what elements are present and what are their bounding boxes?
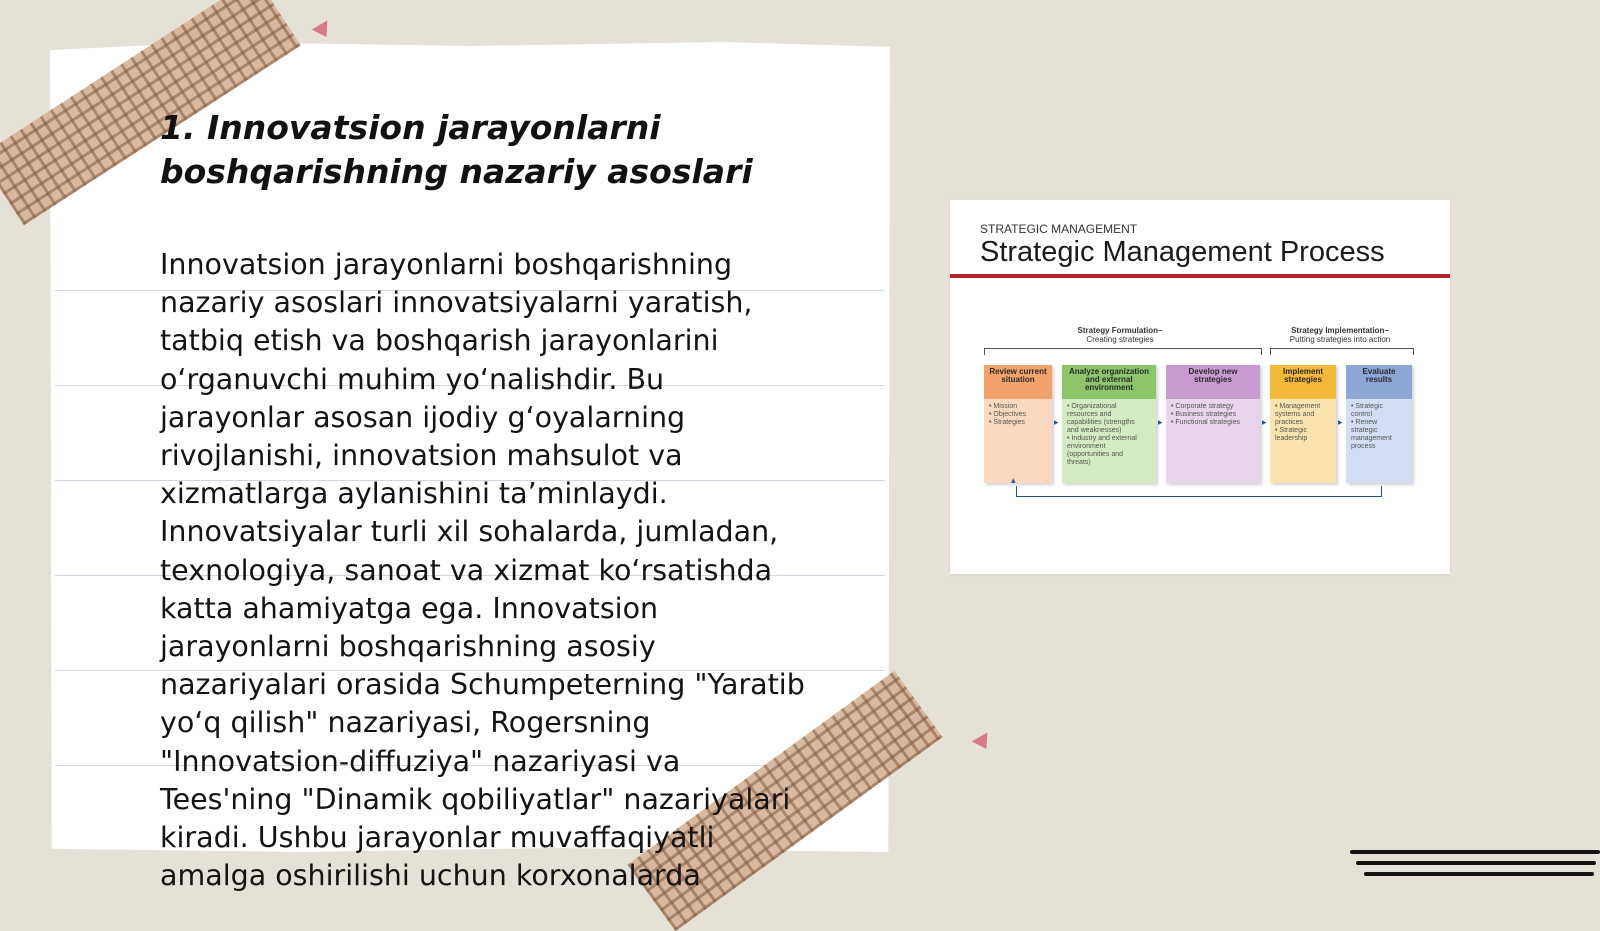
step-analyze-organization [1062, 365, 1156, 483]
body-text-line: katta ahamiyatga ega. Innovatsion [160, 591, 659, 625]
body-text-line: rivojlanishi, innovatsion mahsulot va [160, 439, 683, 473]
step-bullet: strategic [1351, 427, 1378, 434]
step-bullets [1270, 399, 1336, 447]
arrow-up-icon: ▴ [1011, 476, 1016, 486]
step-bullet: management [1351, 435, 1392, 442]
slide-title-line: boshqarishning nazariy asoslari [160, 152, 753, 191]
step-review-current-situation [984, 365, 1052, 483]
step-bullet: (opportunities and [1067, 451, 1124, 458]
step-label: Develop new strategies [1166, 365, 1260, 399]
body-text-line: xizmatlarga aylanishini ta’minlaydi. [160, 477, 668, 511]
body-text-line: amalga oshirilishi uchun korxonalarda [160, 859, 701, 893]
step-bullet: process [1351, 443, 1376, 450]
body-text-line: jarayonlar asosan ijodiy g‘oyalarning [160, 400, 686, 434]
step-bullet: • Strategies [989, 419, 1025, 426]
group-implementation-title: Strategy Implementation– [1291, 326, 1389, 335]
step-label: Implement strategies [1270, 365, 1336, 399]
body-text-line: jarayonlarni boshqarishning asosiy [160, 630, 656, 664]
body-text-line: Innovatsion jarayonlarni boshqarishning [160, 248, 733, 281]
step-bullet: • Management [1275, 403, 1321, 410]
step-bullets [1346, 399, 1412, 455]
step-bullet: • Functional strategies [1171, 419, 1240, 426]
arrow-right-icon: ▸ [1262, 418, 1267, 428]
step-bullet: • Organizational [1067, 403, 1117, 410]
strategic-management-figure [950, 200, 1450, 574]
step-bullet: control [1351, 411, 1373, 418]
slide-body-text [160, 246, 850, 895]
step-implement-strategies [1270, 365, 1336, 483]
slide-title [160, 106, 800, 194]
body-text-line: "Innovatsion-diffuziya" nazariyasi va [160, 744, 681, 778]
pin-icon [312, 20, 335, 41]
body-text-line: nazariyalari orasida Schumpeterning "Yaratib [160, 668, 805, 702]
step-bullet: practices [1275, 419, 1304, 426]
step-bullets [984, 399, 1052, 431]
step-bullet: • Corporate strategy [1171, 403, 1234, 410]
step-bullets [1166, 399, 1260, 431]
step-label: Evaluate results [1346, 365, 1412, 399]
step-label: Review current situation [984, 365, 1052, 399]
step-bullet: systems and [1275, 411, 1315, 418]
step-bullet: environment [1067, 443, 1106, 450]
group-formulation-brace [984, 348, 1262, 355]
body-text-line: Innovatsiyalar turli xil sohalarda, jumladan, [160, 515, 779, 549]
step-bullet: threats) [1067, 459, 1091, 466]
step-bullet: • Renew [1351, 419, 1378, 426]
body-text-line: tatbiq etish va boshqarish jarayonlarini [160, 324, 719, 358]
group-implementation-brace [1270, 348, 1414, 355]
step-develop-new-strategies [1166, 365, 1260, 483]
group-implementation-subtitle: Putting strategies into action [1289, 335, 1391, 344]
step-bullet: capabilities (strengths [1067, 419, 1135, 426]
step-bullet: • Industry and external [1067, 435, 1137, 442]
pin-icon [972, 732, 995, 753]
body-text-line: texnologiya, sanoat va xizmat ko‘rsatishda [160, 553, 773, 587]
group-formulation-label [1040, 326, 1200, 344]
step-bullet: • Business strategies [1171, 411, 1237, 418]
arrow-right-icon: ▸ [1338, 418, 1343, 428]
step-bullet: • Strategic [1351, 403, 1384, 410]
group-implementation-label [1260, 326, 1420, 344]
figure-title-underline [950, 274, 1450, 278]
body-text-line: yo‘q qilish" nazariyasi, Rogersning [160, 706, 651, 740]
arrow-right-icon: ▸ [1158, 418, 1163, 428]
slide-title-line: 1. Innovatsion jarayonlarni [160, 108, 661, 147]
group-formulation-subtitle: Creating strategies [1086, 335, 1154, 344]
feedback-loop-line [1016, 486, 1382, 497]
body-text-line: kiradi. Ushbu jarayonlar muvaffaqiyatli [160, 821, 715, 855]
step-bullet: resources and [1067, 411, 1112, 418]
step-bullet: leadership [1275, 435, 1308, 442]
step-bullet: • Objectives [989, 411, 1027, 418]
body-text-line: o‘rganuvchi muhim yo‘nalishdir. Bu [160, 362, 665, 396]
figure-title: Strategic Management Process [980, 236, 1385, 268]
body-text-line: Tees'ning "Dinamik qobiliyatlar" nazariyalari [160, 782, 791, 816]
body-text-line: nazariy asoslari innovatsiyalarni yaratish, [160, 286, 753, 320]
step-bullet: • Mission [989, 403, 1018, 410]
step-bullet: and weaknesses) [1067, 427, 1122, 434]
step-evaluate-results [1346, 365, 1412, 483]
figure-kicker: STRATEGIC MANAGEMENT [980, 222, 1138, 236]
group-formulation-title: Strategy Formulation– [1077, 326, 1163, 335]
arrow-right-icon: ▸ [1054, 418, 1059, 428]
step-label: Analyze organization and external environment [1062, 365, 1156, 399]
decorative-brush-stripes [1350, 850, 1600, 883]
step-bullets [1062, 399, 1156, 471]
step-bullet: • Strategic [1275, 427, 1308, 434]
